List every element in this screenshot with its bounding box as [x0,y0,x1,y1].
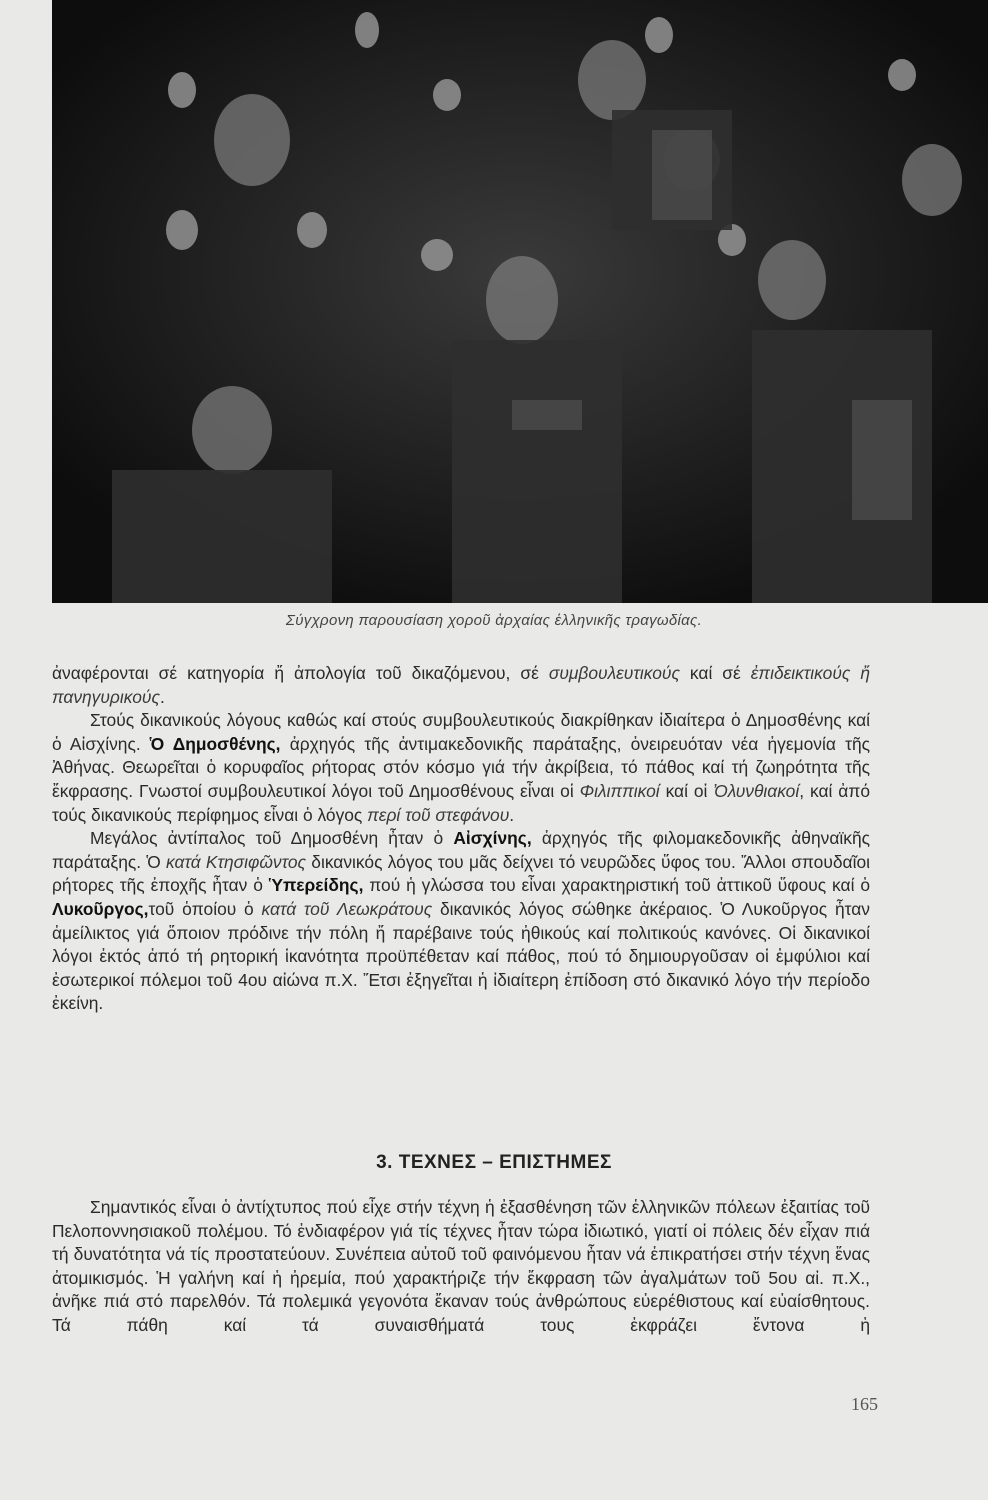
text-run: ἀναφέρονται σέ κατηγορία ἤ ἀπολογία τοῦ δικαζόμενου, σέ [52,663,549,683]
italic-run: περί τοῦ στεφάνου [367,804,510,825]
section-heading: 3. ΤΕΧΝΕΣ – ΕΠΙΣΤΗΜΕΣ [376,1152,612,1173]
text-run: Στούς δικανικούς λόγους καθώς καί στούς συμβουλευτικούς διακρίθηκαν ἰδιαίτερα ὁ Δημοσθένης καί ὁ Αἰσχίνης. [52,710,870,754]
text-run: . [159,686,165,707]
text-run: ἀρχηγός τῆς φιλομακεδονικῆς ἀθηναϊκῆς παράταξης. Ὁ [52,828,870,872]
text-block-2 [52,1196,870,1338]
italic-run: κατά τοῦ Λεωκράτους [261,898,433,919]
bold-run: Ὁ Δημοσθένης, [149,733,281,754]
italic-run: Ὀλυνθιακοί [713,780,800,801]
photo-image [52,0,988,603]
text-run: δικανικός λόγος του μᾶς δείχνει τό νευρῶδες ὕφος του. Ἄλλοι σπουδαῖοι ρήτορες τῆς ἐποχῆς ἦταν ὁ [52,851,870,896]
text-run: καί σέ [679,663,751,683]
chorus-photograph [52,0,988,603]
text-block-1 [52,662,870,1016]
paragraph [52,1196,870,1338]
italic-run: συμβουλευτικούς [548,663,680,683]
text-run: Σημαντικός εἶναι ὁ ἀντίχτυπος πού εἶχε στήν τέχνη ἡ ἐξασθένηση τῶν ἑλληνικῶν πόλεων ἐξαιτίας τοῦ Πελοποννησιακοῦ πολέμου. Τό ἐνδιαφέρον γιά τίς τέχνες ἦταν τώρα ἰδιωτικό, γιατί οἱ πόλεις δέν εἶχαν πιά τή δυνατότητα νά τίς προστατεύουν. Συνέπεια αὐτοῦ τοῦ φαινόμενου ἦταν νά ἐπικρατήσει στήν τέχνη ἕνας ἀτομικισμός. Ἡ γαλήνη καί ἡ ἠρεμία, πού χαρακτήριζε τήν ἔκφραση τῶν ἀγαλμάτων τοῦ 5ου αἰ. π.Χ., ἀνῆκε πιά στό παρελθόν. Τά πολεμικά γεγονότα ἔκαναν τούς ἀνθρώπους εὐερέθιστους καί εὐαίσθητους. Τά πάθη καί τά συναισθήματά τους ἐκφράζει ἔντονα ἡ [52,1197,870,1335]
text-run: τοῦ ὁποίου ὁ [148,898,262,919]
bold-run: Ὑπερείδης, [268,875,364,896]
italic-run: ἐπιδεικτικούς ἤ πανηγυρικούς [52,663,870,707]
text-run: Μεγάλος ἀντίπαλος τοῦ Δημοσθένη ἦταν ὁ [90,828,454,849]
text-run: , καί ἀπό τούς δικανικούς περίφημος εἶναι ὁ λόγος [52,780,870,825]
bold-run: Λυκοῦργος, [52,898,149,919]
text-run: ἀρχηγός τῆς ἀντιμακεδονικῆς παράταξης, ὀνειρευόταν νέα ἡγεμονία τῆς Ἀθήνας. Θεωρεῖται ὁ κορυφαῖος ρήτορας στόν κόσμο γιά τήν ἀκρίβεια, τό πάθος καί τή ζωηρότητα τῆς ἔκφρασης. Γνωστοί συμβουλευτικοί λόγοι τοῦ Δημοσθένους εἶναι οἱ [52,733,870,801]
bold-run: Αἰσχίνης, [453,828,532,849]
text-run: πού ἡ γλώσσα του εἶναι χαρακτηριστική τοῦ ἀττικοῦ ὕφους καί ὁ [363,875,870,896]
text-run: δικανικός λόγος σώθηκε ἀκέραιος. Ὁ Λυκοῦργος ἦταν ἀμείλικτος γιά ὅποιον πρόδινε τήν πόλη ἤ παρέβαινε τούς ἠθικούς καί πολιτικούς κανόνες. Οἱ δικανικοί λόγοι ἐκτός ἀπό τή ρητορική ἱκανότητα προϋπέθεταν καί πάθος, πού τό δημιουργοῦσαν οἱ ἐμφύλιοι καί ἐσωτερικοί πόλεμοι τοῦ 4ου αἰώνα π.Χ. Ἔτσι ἐξηγεῖται ἡ ἰδιαίτερη ἐπίδοση στό δικανικό λόγο τήν περίοδο ἐκείνη. [52,898,870,1014]
text-run: καί οἱ [659,780,714,801]
italic-run: Φιλιππικοί [579,780,660,801]
page-number: 165 [851,1394,878,1414]
paragraph [52,709,870,827]
paragraph [52,662,870,709]
text-run: . [509,804,515,825]
paragraph [52,827,870,1016]
italic-run: κατά Κτησιφῶντος [166,851,306,872]
photo-caption: Σύγχρονη παρουσίαση χοροῦ ἀρχαίας ἑλληνικῆς τραγωδίας. [285,612,703,629]
